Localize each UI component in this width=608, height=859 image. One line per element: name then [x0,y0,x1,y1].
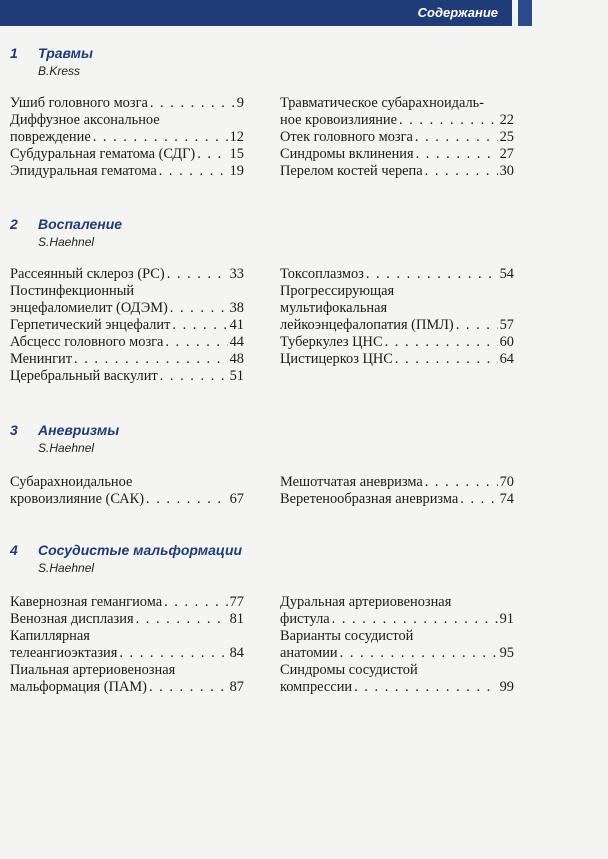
toc-entry-row [280,266,514,283]
chapter-2 [0,216,608,384]
chapter-heading [0,216,608,254]
toc-column-left [10,594,244,696]
dot-leader [415,129,498,146]
toc-page-number: 38 [229,300,244,316]
toc-page-number: 44 [229,334,244,350]
toc-entry[interactable] [280,283,514,334]
toc-entry-title: Диффузное аксональное [10,112,160,128]
dot-leader [165,334,227,351]
toc-entry-title: Герпетический энцефалит [10,317,171,333]
toc-entry-row [10,95,244,112]
toc-page-number: 12 [229,129,244,145]
toc-entry-row [10,129,244,146]
toc-entry-title: Менингит [10,351,72,367]
toc-entry-title: Пиальная артериовенозная [10,662,176,678]
toc-entry-title: Синдромы сосудистой [280,662,418,678]
chapter-number: 2 [10,216,18,232]
toc-entry-row [280,112,514,129]
toc-column-left [10,266,244,385]
dot-leader [74,351,228,368]
toc-page-number: 99 [499,679,514,695]
toc-entry[interactable] [280,334,514,351]
toc-entry-title: Кавернозная гемангиома [10,594,163,610]
dot-leader [425,474,498,491]
toc-entry-title: Отек головного мозга [280,129,413,145]
toc-page-number: 30 [499,163,514,179]
dot-leader [167,266,228,283]
toc-entry-title: Синдромы вклинения [280,146,414,162]
chapter-number: 4 [10,542,18,558]
toc-entry[interactable] [10,146,244,163]
chapter-title[interactable]: Сосудистые мальформации [38,542,243,558]
toc-entry-row [10,611,244,628]
toc-entry[interactable] [10,317,244,334]
chapter-number: 1 [10,45,18,61]
toc-entry[interactable] [10,95,244,112]
toc-entry-row [10,300,244,317]
header-accent [518,0,532,26]
chapter-number: 3 [10,422,18,438]
chapter-heading [0,422,608,460]
dot-leader [164,594,228,611]
toc-entry-row [280,146,514,163]
toc-page-number: 22 [499,112,514,128]
toc-entry[interactable] [10,594,244,611]
toc-entry-row [280,163,514,180]
toc-entry[interactable] [10,163,244,180]
toc-entry-title: Веретенообразная аневризма [280,491,459,507]
toc-entry[interactable] [10,474,244,508]
toc-page-number: 27 [499,146,514,162]
header-bar [0,0,512,26]
toc-entry-title: лейкоэнцефалопатия (ПМЛ) [280,317,454,333]
toc-entry-title: Туберкулез ЦНС [280,334,383,350]
chapter-3 [0,422,608,507]
toc-page-number: 25 [499,129,514,145]
toc-page-number: 77 [229,594,244,610]
toc-entry[interactable] [280,594,514,628]
toc-entry-title: анатомии [280,645,338,661]
dot-leader [170,300,228,317]
toc-entry[interactable] [280,474,514,491]
toc-entry[interactable] [280,351,514,368]
toc-entry-row [280,474,514,491]
toc-entry[interactable] [10,112,244,146]
toc-page-number: 67 [229,491,244,507]
toc-page-number: 9 [236,95,244,111]
toc-page-number: 74 [499,491,514,507]
toc-entry-row [280,679,514,696]
toc-column-right [280,266,514,368]
chapter-heading [0,542,608,580]
chapter-title[interactable]: Аневризмы [38,422,120,438]
toc-entry-row [280,129,514,146]
toc-entry-title: Абсцесс головного мозга [10,334,164,350]
toc-entry-row [10,334,244,351]
toc-entry-title: Цистицеркоз ЦНС [280,351,393,367]
toc-column-left [10,95,244,180]
toc-entry[interactable] [280,662,514,696]
toc-entry-title: кровоизлияние (САК) [10,491,145,507]
dot-leader [159,163,228,180]
toc-column-right [280,95,514,180]
toc-entry-row [10,146,244,163]
toc-entry-title: повреждение [10,129,91,145]
toc-entry-title: фистула [280,611,330,627]
dot-leader [146,491,228,508]
toc-entry-title: Токсоплазмоз [280,266,364,282]
toc-page-number: 87 [229,679,244,695]
toc-page-number: 48 [229,351,244,367]
toc-entry[interactable] [10,368,244,385]
toc-entry[interactable] [280,266,514,283]
toc-entry-title: мальформация (ПАМ) [10,679,147,695]
toc-entry-title: мультифокальная [280,300,388,316]
dot-leader [425,163,498,180]
toc-entry-title: Субарахноидальное [10,474,133,490]
dot-leader [172,317,227,334]
toc-entry-row [280,351,514,368]
toc-entry[interactable] [10,611,244,628]
dot-leader [460,491,497,508]
toc-page-number: 64 [499,351,514,367]
toc-page-number: 33 [229,266,244,282]
chapter-author: S.Haehnel [38,235,95,249]
toc-entry-title: Капиллярная [10,628,90,644]
chapter-1 [0,45,608,179]
toc-entry-row [280,491,514,508]
toc-entry-title: ное кровоизлияние [280,112,398,128]
toc-page-number: 54 [499,266,514,282]
toc-entry[interactable] [10,283,244,317]
toc-entry-title: Венозная дисплазия [10,611,134,627]
dot-leader [385,334,498,351]
toc-entry-title: Субдуральная гематома (СДГ) [10,146,196,162]
dot-leader [93,129,228,146]
toc-entry-row [10,368,244,385]
toc-entry-title: Постинфекционный [10,283,135,299]
toc-entry-title: Мешотчатая аневризма [280,474,423,490]
toc-entry-title: Церебральный васкулит [10,368,158,384]
dot-leader [395,351,498,368]
toc-entry-row [10,491,244,508]
chapter-title[interactable]: Травмы [38,45,93,61]
toc-entry-title: Рассеянный склероз (РС) [10,266,165,282]
toc-entry[interactable] [280,628,514,662]
chapter-author: S.Haehnel [38,441,95,455]
toc-entry-row [10,645,244,662]
toc-entry-title: энцефаломиелит (ОДЭМ) [10,300,168,316]
dot-leader [340,645,498,662]
toc-entry-title: Перелом костей черепа [280,163,423,179]
toc-entry-row [280,645,514,662]
toc-page-number: 51 [229,368,244,384]
toc-entry[interactable] [10,266,244,283]
dot-leader [119,645,227,662]
toc-entry-title: Дуральная артериовенозная [280,594,452,610]
toc-page-number: 57 [499,317,514,333]
toc-entry[interactable] [280,491,514,508]
toc-page-number: 91 [499,611,514,627]
toc-entry-row [10,266,244,283]
toc-entry-row [280,317,514,334]
dot-leader [399,112,498,129]
toc-entry-title: Ушиб головного мозга [10,95,148,111]
dot-leader [197,146,227,163]
toc-page-number: 19 [229,163,244,179]
toc-entry[interactable] [10,351,244,368]
toc-page-number: 95 [499,645,514,661]
toc-column-right [280,474,514,508]
dot-leader [456,317,498,334]
dot-leader [160,368,228,385]
toc-entry-row [10,163,244,180]
toc-entry-row [280,334,514,351]
toc-page-number: 15 [229,146,244,162]
toc-page-number: 41 [229,317,244,333]
chapter-title[interactable]: Воспаление [38,216,123,232]
toc-page-number: 70 [499,474,514,490]
toc-entry[interactable] [280,129,514,146]
dot-leader [366,266,498,283]
toc-entry-title: Прогрессирующая [280,283,395,299]
dot-leader [150,95,235,112]
toc-entry-title: Варианты сосудистой [280,628,414,644]
toc-page-number: 60 [499,334,514,350]
toc-entry[interactable] [280,95,514,129]
toc-entry-title: Травматическое субарахноидаль- [280,95,485,111]
toc-entry[interactable] [280,146,514,163]
page-title: Содержание [417,5,498,20]
chapter-4 [0,542,608,695]
toc-column-left [10,474,244,508]
toc-entry-row [10,317,244,334]
chapter-author: B.Kress [38,64,81,78]
toc-entry[interactable] [280,163,514,180]
toc-entry-row [10,351,244,368]
toc-entry-row [10,679,244,696]
dot-leader [354,679,498,696]
dot-leader [149,679,228,696]
toc-entry-title: Эпидуральная гематома [10,163,157,179]
toc-entry-title: компрессии [280,679,353,695]
toc-entry[interactable] [10,628,244,662]
dot-leader [332,611,498,628]
toc-column-right [280,594,514,696]
toc-entry[interactable] [10,334,244,351]
dot-leader [416,146,498,163]
toc-page-number: 81 [229,611,244,627]
dot-leader [136,611,228,628]
chapter-heading [0,45,608,83]
toc-entry-title: телеангиоэктазия [10,645,118,661]
toc-entry-row [10,594,244,611]
chapter-author: S.Haehnel [38,561,95,575]
toc-entry[interactable] [10,662,244,696]
toc-page-number: 84 [229,645,244,661]
toc-entry-row [280,611,514,628]
